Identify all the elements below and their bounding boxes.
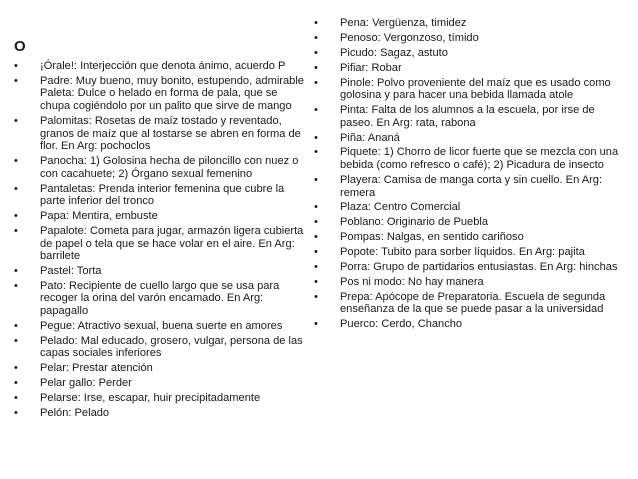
glossary-item-text: Pastel: Torta — [40, 264, 102, 277]
glossary-item — [314, 47, 630, 60]
bullet-icon: • — [314, 146, 318, 159]
glossary-item — [14, 155, 310, 180]
bullet-icon: • — [314, 260, 318, 273]
glossary-item-text: Panocha: 1) Golosina hecha de piloncillo con nuez o con cacahuete; 2) Órgano sexual femenino — [40, 155, 299, 180]
section-letter-heading: O — [14, 38, 26, 55]
glossary-item — [14, 392, 310, 405]
glossary-item-text: Padre: Muy bueno, muy bonito, estupendo, admirable Paleta: Dulce o helado en forma de pala, que se chupa cogiéndolo por un palito que sirve de mango — [40, 74, 304, 113]
glossary-item-text: Papa: Mentira, embuste — [40, 210, 158, 223]
left-glossary-list — [14, 60, 310, 420]
glossary-item-text: Plaza: Centro Comercial — [340, 201, 461, 214]
glossary-item-text: Pelarse: Irse, escapar, huir precipitadamente — [40, 392, 261, 405]
bullet-icon: • — [14, 319, 18, 332]
left-column — [14, 38, 310, 422]
glossary-item — [14, 265, 310, 278]
right-glossary-list — [314, 17, 630, 331]
glossary-item-text: Palomitas: Rosetas de maíz tostado y reventado, granos de maíz que al tostarse se abren en forma de flor. En Arg: pochoclos — [40, 114, 301, 153]
bullet-icon: • — [314, 216, 318, 229]
glossary-item — [314, 276, 630, 289]
glossary-item — [14, 210, 310, 223]
glossary-item-text: Picudo: Sagaz, astuto — [340, 46, 448, 59]
glossary-item-text: Porra: Grupo de partidarios entusiastas. En Arg: hinchas — [340, 260, 618, 273]
glossary-item — [314, 132, 630, 145]
glossary-item — [14, 280, 310, 318]
bullet-icon: • — [314, 61, 318, 74]
bullet-icon: • — [314, 290, 318, 303]
glossary-item-text: Pelado: Mal educado, grosero, vulgar, persona de las capas sociales inferiores — [40, 334, 303, 360]
glossary-item — [314, 174, 630, 199]
glossary-item — [314, 104, 630, 129]
bullet-icon: • — [314, 173, 318, 186]
glossary-item — [314, 216, 630, 229]
glossary-item-text: Pifiar: Robar — [340, 61, 402, 74]
glossary-item-text: Popote: Tubito para sorber líquidos. En Arg: pajita — [340, 246, 585, 259]
bullet-icon: • — [14, 155, 18, 168]
glossary-item-text: Penoso: Vergonzoso, tímido — [340, 31, 479, 44]
glossary-item — [314, 231, 630, 244]
glossary-item-text: Pelón: Pelado — [40, 407, 110, 419]
right-column — [314, 17, 630, 333]
bullet-icon: • — [14, 407, 18, 419]
bullet-icon: • — [314, 104, 318, 117]
glossary-item — [14, 183, 310, 208]
glossary-item — [314, 62, 630, 75]
glossary-item-text: ¡Órale!: Interjección que denota ánimo, acuerdo P — [40, 60, 286, 72]
glossary-item-text: Piña: Ananá — [340, 131, 400, 144]
glossary-item-text: Pegue: Atractivo sexual, buena suerte en amores — [40, 319, 283, 332]
bullet-icon: • — [14, 74, 18, 87]
bullet-icon: • — [314, 275, 318, 288]
glossary-item-text: Pena: Vergüenza, timidez — [340, 17, 467, 29]
bullet-icon: • — [314, 131, 318, 144]
glossary-item-text: Pelar gallo: Perder — [40, 377, 132, 390]
bullet-icon: • — [314, 231, 318, 244]
glossary-item-text: Pompas: Nalgas, en sentido cariñoso — [340, 231, 524, 244]
glossary-item — [314, 146, 630, 171]
glossary-item — [314, 77, 630, 102]
glossary-item-text: Playera: Camisa de manga corta y sin cuello. En Arg: remera — [340, 173, 603, 199]
glossary-item — [14, 320, 310, 333]
glossary-item — [314, 318, 630, 331]
glossary-item — [14, 75, 310, 113]
glossary-item-text: Pantaletas: Prenda interior femenina que cubre la parte inferior del tronco — [40, 182, 285, 208]
glossary-item — [14, 407, 310, 420]
glossary-item-text: Pato: Recipiente de cuello largo que se usa para recoger la orina del varón encamado. En Arg: papagallo — [40, 279, 280, 318]
bullet-icon: • — [14, 60, 18, 72]
glossary-item — [14, 335, 310, 360]
glossary-item — [14, 377, 310, 390]
glossary-item — [14, 362, 310, 375]
bullet-icon: • — [314, 31, 318, 44]
glossary-item — [314, 32, 630, 45]
bullet-icon: • — [314, 46, 318, 59]
glossary-item-text: Pelar: Prestar atención — [40, 362, 153, 375]
glossary-item — [314, 261, 630, 274]
bullet-icon: • — [14, 224, 18, 237]
glossary-item-text: Piquete: 1) Chorro de licor fuerte que se mezcla con una bebida (como refresco o café); 2) Picadura de insecto — [340, 146, 619, 172]
glossary-item-text: Pos ni modo: No hay manera — [340, 275, 484, 288]
bullet-icon: • — [314, 17, 318, 29]
glossary-item — [314, 201, 630, 214]
bullet-icon: • — [14, 264, 18, 277]
glossary-item-text: Pinta: Falta de los alumnos a la escuela, por irse de paseo. En Arg: rata, rabona — [340, 104, 595, 129]
glossary-item-text: Pinole: Polvo proveniente del maíz que es usado como golosina y para hacer una bebida llamada atole — [340, 76, 611, 102]
bullet-icon: • — [14, 334, 18, 347]
glossary-item — [314, 246, 630, 259]
bullet-icon: • — [314, 246, 318, 259]
glossary-item — [14, 60, 310, 73]
bullet-icon: • — [314, 76, 318, 89]
glossary-item — [14, 115, 310, 153]
bullet-icon: • — [14, 377, 18, 390]
bullet-icon: • — [314, 318, 318, 331]
glossary-item-text: Puerco: Cerdo, Chancho — [340, 318, 463, 331]
bullet-icon: • — [14, 210, 18, 223]
bullet-icon: • — [14, 114, 18, 127]
glossary-item — [14, 225, 310, 263]
bullet-icon: • — [14, 362, 18, 375]
bullet-icon: • — [314, 201, 318, 214]
glossary-item — [314, 291, 630, 316]
bullet-icon: • — [14, 392, 18, 405]
bullet-icon: • — [14, 279, 18, 292]
glossary-item-text: Prepa: Apócope de Preparatoria. Escuela de segunda enseñanza de la que se puede pasar a la universidad — [340, 290, 606, 316]
glossary-item-text: Poblano: Originario de Puebla — [340, 216, 489, 229]
bullet-icon: • — [14, 182, 18, 195]
glossary-item — [314, 17, 630, 30]
glossary-item-text: Papalote: Cometa para jugar, armazón ligera cubierta de papel o tela que se hace volar en el aire. En Arg: barrilete — [40, 224, 304, 263]
